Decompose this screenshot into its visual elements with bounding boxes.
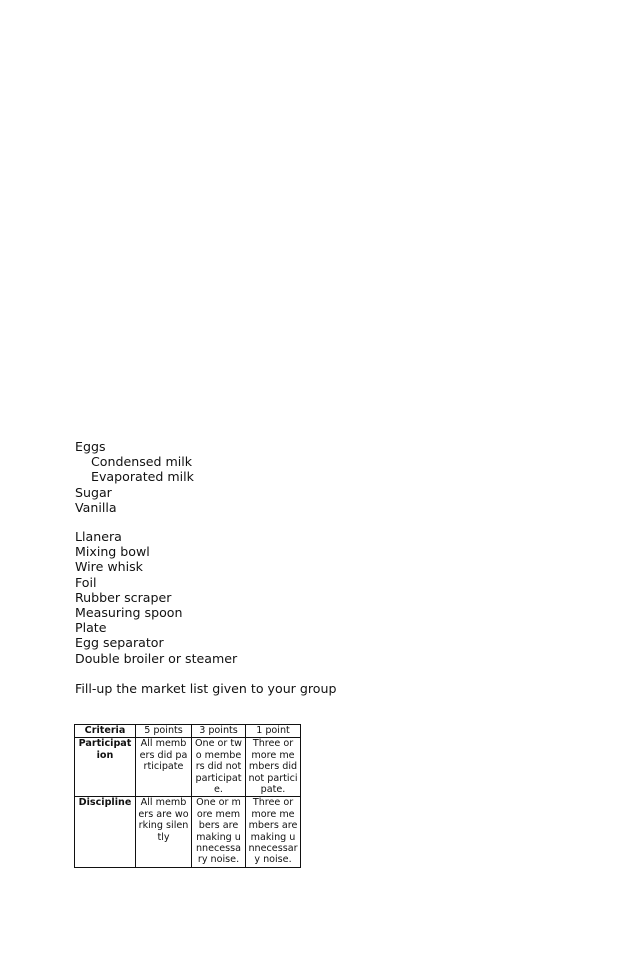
ingredient-item: Eggs [75, 439, 106, 454]
rubric-3-points-cell: One or more members are making unnecessary noise. [192, 797, 246, 867]
tool-item: Wire whisk [75, 559, 143, 575]
tool-item: Plate [75, 620, 107, 636]
ingredient-item: Evaporated milk [91, 469, 194, 485]
rubric-criteria-cell: Participation [75, 738, 136, 797]
tool-item: Llanera [75, 529, 122, 544]
table-row [75, 738, 301, 797]
rubric-1-point-cell: Three or more members are making unnecessary noise. [246, 797, 301, 867]
rubric-table [74, 724, 301, 868]
ingredients-list [75, 439, 194, 515]
rubric-5-points-cell: All members did participate [136, 738, 192, 797]
tool-item: Double broiler or steamer [75, 650, 238, 666]
rubric-3-points-cell: One or two members did not participate. [192, 738, 246, 797]
rubric-header-3-points: 3 points [192, 725, 246, 738]
tool-item: Mixing bowl [75, 544, 150, 560]
instruction-text: Fill-up the market list given to your group [75, 681, 337, 696]
rubric-1-point-cell: Three or more members did not participate. [246, 738, 301, 797]
ingredient-item: Sugar [75, 484, 112, 500]
rubric-header-1-point: 1 point [246, 725, 301, 738]
tool-item: Foil [75, 574, 97, 590]
ingredient-item: Vanilla [75, 499, 117, 515]
rubric-criteria-cell: Discipline [75, 797, 136, 867]
rubric-header-row [75, 725, 301, 738]
tools-list [75, 529, 237, 666]
rubric-5-points-cell: All members are working silently [136, 797, 192, 867]
tool-item: Rubber scraper [75, 589, 172, 605]
table-row [75, 797, 301, 867]
rubric-header-5-points: 5 points [136, 725, 192, 738]
tool-item: Egg separator [75, 635, 164, 651]
rubric-header-criteria: Criteria [75, 725, 136, 738]
tool-item: Measuring spoon [75, 605, 183, 621]
ingredient-item: Condensed milk [91, 454, 193, 470]
